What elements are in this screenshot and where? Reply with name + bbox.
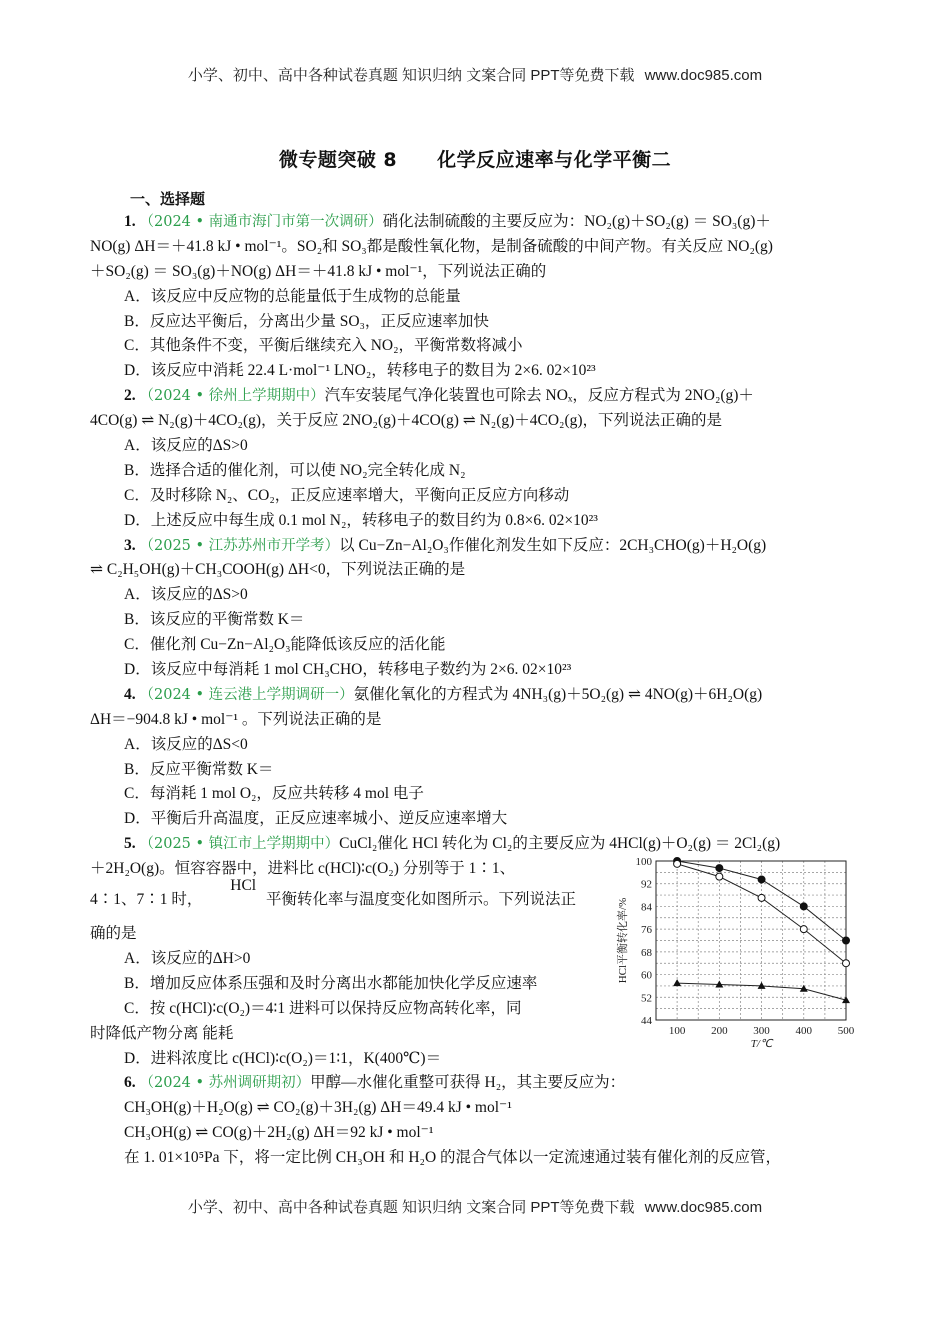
svg-text:84: 84 (641, 901, 652, 914)
question-number: 6. (124, 1074, 136, 1092)
option-d: D．平衡后升高温度，正反应速率城小、逆反应速率增大 (124, 810, 508, 828)
stem-line: 确的是 (90, 925, 137, 943)
option-c: C．及时移除 N₂、CO₂，正反应速率增大，平衡向正反应方向移动 (124, 486, 570, 504)
option-d: D．该反应中消耗 22.4 L·mol⁻¹ LNO₂，转移电子的数目为 2×6. 02×10²³ (124, 362, 596, 380)
banner-url[interactable]: www.doc985.com (644, 1199, 763, 1216)
stem-line: ＋2H₂O(g)。恒容容器中，进料比 c(HCl)∶c(O₂) 分别等于 1∶1、 (90, 860, 516, 878)
question-2 (90, 384, 865, 533)
question-1 (90, 210, 865, 384)
question-source: （2025 • 江苏苏州市开学考） (139, 537, 340, 554)
option-c-cont: 时降低产物分离 能耗 (90, 1024, 234, 1042)
svg-text:100: 100 (668, 1025, 686, 1037)
option-d: D．上述反应中每生成 0.1 mol N₂，转移电子的数目约为 0.8×6. 02×10²³ (124, 511, 598, 529)
option-d: D．该反应中每消耗 1 mol CH₃CHO，转移电子数约为 2×6. 02×10²³ (124, 661, 572, 679)
hcl-label: HCl (230, 877, 257, 895)
option-c: C．按 c(HCl)∶c(O₂)＝4∶1 进料可以保持反应物高转化率，同 (124, 999, 522, 1017)
svg-text:200: 200 (711, 1025, 728, 1037)
stem-line: ＋SO₂(g) ＝ SO₃(g)＋NO(g) ΔH＝＋41.8 kJ • mol⁻¹，下列说法正确的 (90, 262, 547, 280)
question-number: 4. (124, 685, 136, 703)
option-b: B．增加反应体系压强和及时分离出水都能加快化学反应速率 (124, 974, 538, 992)
question-6 (90, 1071, 865, 1171)
stem-line: 汽车安装尾气净化装置也可除去 NOₓ，反应方程式为 2NO₂(g)＋ (324, 387, 754, 405)
stem-line: 在 1. 01×10⁵Pa 下，将一定比例 CH₃OH 和 H₂O 的混合气体以一定流速通过装有催化剂的反应管， (124, 1149, 782, 1167)
stem-line: 以 Cu−Zn−Al₂O₃作催化剂发生如下反应：2CH₃CHO(g)＋H₂O(g) (339, 536, 767, 554)
svg-text:100: 100 (635, 856, 652, 868)
svg-text:44: 44 (641, 1015, 652, 1027)
stem-line: NO(g) ΔH＝＋41.8 kJ • mol⁻¹。SO₂和 SO₃都是酸性氧化物，是制备硫酸的中间产物。有关反应 NO₂(g) (90, 237, 773, 255)
question-number: 3. (124, 536, 136, 554)
hcl-conversion-chart (606, 852, 866, 1052)
svg-text:52: 52 (641, 992, 652, 1005)
svg-text:300: 300 (753, 1025, 770, 1037)
page-title (0, 145, 950, 172)
question-source: （2025 • 镇江市上学期期中） (139, 836, 340, 853)
question-4 (90, 683, 865, 832)
stem-line: 4CO(g) ⇌ N₂(g)＋4CO₂(g)，关于反应 2NO₂(g)＋4CO(g) ⇌ N₂(g)＋4CO₂(g)，下列说法正确的是 (90, 412, 723, 430)
option-c: C．每消耗 1 mol O₂，反应共转移 4 mol 电子 (124, 785, 424, 803)
stem-line: ⇌ C₂H₅OH(g)＋CH₃COOH(g) ΔH<0，下列说法正确的是 (90, 561, 466, 579)
option-b: B．选择合适的催化剂，可以使 NO₂完全转化成 N₂ (124, 461, 466, 479)
option-a: A．该反应的ΔS>0 (124, 437, 248, 455)
svg-text:400: 400 (795, 1025, 813, 1037)
section-heading: 一、选择题 (130, 190, 206, 208)
svg-text:500: 500 (837, 1025, 855, 1037)
question-source: （2024 • 苏州调研期初） (139, 1075, 311, 1092)
option-a: A．该反应的ΔS>0 (124, 586, 248, 604)
svg-text:T/℃: T/℃ (750, 1038, 773, 1050)
svg-text:68: 68 (641, 946, 652, 959)
question-3 (90, 534, 865, 683)
option-a: A．该反应的ΔH>0 (124, 949, 251, 967)
svg-text:HCl平衡转化率/%: HCl平衡转化率/% (617, 897, 629, 984)
svg-text:60: 60 (641, 969, 652, 982)
title-left: 微专题突破 8 (278, 149, 398, 171)
equation-line: CH₃OH(g)＋H₂O(g) ⇌ CO₂(g)＋3H₂(g) ΔH＝49.4 kJ • mol⁻¹ (124, 1099, 512, 1117)
stem-line: 4∶1、7∶1 时， HCl 平衡转化率与温度变化如图所示。下列说法正 (90, 877, 576, 909)
question-source: （2024 • 南通市海门市第一次调研） (139, 214, 383, 230)
stem-line: 硝化法制硫酸的主要反应为：NO₂(g)＋SO₂(g) ＝ SO₃(g)＋ (382, 213, 771, 230)
question-number: 2. (124, 387, 136, 405)
stem-line: 氨催化氧化的方程式为 4NH₃(g)＋5O₂(g) ⇌ 4NO(g)＋6H₂O(g) (353, 685, 763, 703)
option-a: A．该反应的ΔS<0 (124, 735, 248, 753)
stem-line: 甲醇—水催化重整可获得 H₂，其主要反应为： (310, 1074, 626, 1092)
option-b: B．反应平衡常数 K＝ (124, 760, 274, 778)
equation-line: CH₃OH(g) ⇌ CO(g)＋2H₂(g) ΔH＝92 kJ • mol⁻¹ (124, 1124, 434, 1142)
banner-url[interactable]: www.doc985.com (644, 67, 763, 84)
option-a: A．该反应中反应物的总能量低于生成物的总能量 (124, 287, 461, 305)
chart-svg (606, 852, 866, 1052)
question-source: （2024 • 徐州上学期期中） (139, 388, 325, 405)
stem-line: ΔH＝−904.8 kJ • mol⁻¹ 。下列说法正确的是 (90, 710, 382, 728)
question-number: 1. (124, 213, 136, 230)
option-b: B．该反应的平衡常数 K＝ (124, 611, 305, 629)
svg-text:76: 76 (641, 924, 652, 937)
stem-line: CuCl₂催化 HCl 转化为 Cl₂的主要反应为 4HCl(g)＋O₂(g) ＝ 2Cl₂(g) (339, 835, 781, 853)
header-banner (0, 64, 950, 85)
option-d: D．进料浓度比 c(HCl)∶c(O₂)＝1∶1，K(400℃)＝ (124, 1049, 442, 1067)
svg-text:92: 92 (641, 878, 652, 891)
banner-text: 小学、初中、高中各种试卷真题 知识归纳 文案合同 PPT等免费下载 (187, 1199, 635, 1216)
title-right: 化学反应速率与化学平衡二 (437, 149, 672, 171)
question-number: 5. (124, 835, 136, 853)
option-c: C．催化剂 Cu−Zn−Al₂O₃能降低该反应的活化能 (124, 636, 446, 654)
option-b: B．反应达平衡后，分离出少量 SO₃，正反应速率加快 (124, 312, 489, 330)
option-c: C．其他条件不变，平衡后继续充入 NO₂，平衡常数将减小 (124, 337, 523, 355)
question-source: （2024 • 连云港上学期调研一） (139, 686, 354, 703)
footer-banner (0, 1196, 950, 1217)
banner-text: 小学、初中、高中各种试卷真题 知识归纳 文案合同 PPT等免费下载 (187, 67, 635, 84)
